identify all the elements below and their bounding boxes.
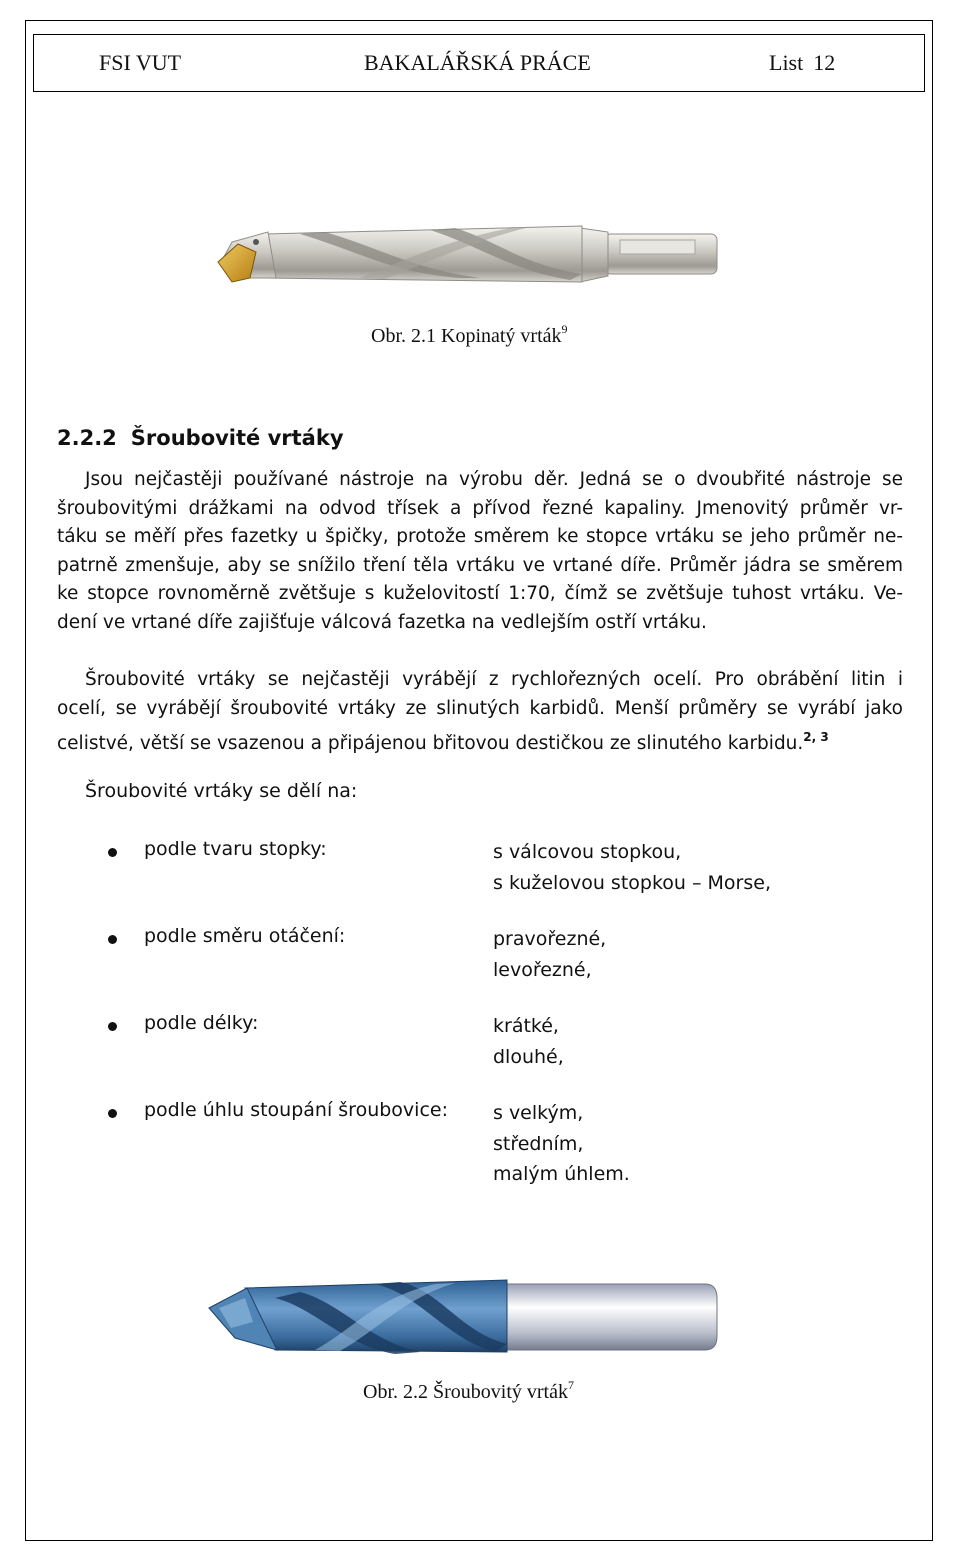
figure2-caption-text: Obr. 2.2 Šroubovitý vrták bbox=[363, 1381, 568, 1403]
classification-value: pravořezné, bbox=[493, 928, 607, 950]
paragraph-1 bbox=[57, 466, 903, 637]
classification-criterion: podle směru otáčení: bbox=[144, 925, 346, 947]
header-document-type: BAKALÁŘSKÁ PRÁCE bbox=[364, 50, 591, 75]
classification-value: levořezné, bbox=[493, 958, 592, 981]
bullet-icon bbox=[108, 1022, 117, 1031]
paragraph-line: šroubovitými drážkami na odvod třísek a přívod řezné kapaliny. Jmenovitý průměr vr- bbox=[57, 497, 903, 519]
page-header bbox=[33, 34, 925, 92]
classification-value: dlouhé, bbox=[493, 1045, 564, 1068]
paragraph-line: táku se měří přes fazetky u špičky, protože směrem ke stopce vrtáku se jeho průměr ne- bbox=[57, 526, 903, 547]
header-page-number: 12 bbox=[813, 50, 836, 75]
classification-values bbox=[493, 1012, 564, 1073]
section-title: Šroubovité vrtáky bbox=[130, 426, 344, 450]
figure2-caption bbox=[363, 1378, 574, 1404]
paragraph-line-last bbox=[57, 723, 903, 759]
classification-intro: Šroubovité vrtáky se dělí na: bbox=[85, 780, 358, 802]
classification-values bbox=[493, 925, 606, 986]
header-institution: FSI VUT bbox=[99, 50, 182, 75]
header-page bbox=[769, 50, 835, 76]
header-page-label: List bbox=[769, 50, 804, 75]
paragraph-line: patrně zmenšuje, aby se snížilo tření těla vrtáku ve vrtané díře. Průměr jádra se směrem bbox=[57, 554, 903, 576]
paragraph-line: Jsou nejčastěji používané nástroje na výrobu děr. Jedná se o dvoubřité nástroje se bbox=[85, 469, 903, 490]
bullet-icon bbox=[108, 848, 117, 857]
figure2-ref: 7 bbox=[568, 1378, 574, 1392]
bullet-icon bbox=[108, 1109, 117, 1118]
classification-value: s velkým, bbox=[493, 1102, 584, 1124]
classification-criterion: podle tvaru stopky: bbox=[144, 838, 327, 860]
classification-value: s válcovou stopkou, bbox=[493, 841, 682, 863]
classification-value: středním, bbox=[493, 1132, 584, 1155]
classification-values bbox=[493, 1099, 630, 1191]
section-heading bbox=[57, 426, 344, 450]
classification-value: krátké, bbox=[493, 1015, 559, 1037]
paragraph-2 bbox=[57, 666, 903, 759]
paragraph-line: dení ve vrtané díře zajišťuje válcová fazetka na vedlejším ostří vrtáku. bbox=[57, 611, 707, 633]
figure1-ref: 9 bbox=[561, 322, 568, 336]
paragraph-line-text: celistvé, větší se vsazenou a připájenou břitovou destičkou ze slinutého karbidu. bbox=[57, 733, 804, 754]
classification-value: s kuželovou stopkou – Morse, bbox=[493, 871, 771, 894]
bullet-icon bbox=[108, 935, 117, 944]
classification-criterion: podle délky: bbox=[144, 1012, 259, 1034]
classification-value: malým úhlem. bbox=[493, 1163, 630, 1185]
section-number: 2.2.2 bbox=[57, 426, 117, 450]
spade-drill-icon bbox=[210, 212, 730, 304]
classification-criterion: podle úhlu stoupání šroubovice: bbox=[144, 1099, 448, 1121]
twist-drill-icon bbox=[205, 1258, 725, 1368]
classification-values bbox=[493, 838, 771, 899]
paragraph-line: ke stopce rovnoměrně zvětšuje s kuželovitostí 1:70, čímž se zvětšuje tuhost vrtáku. Ve- bbox=[57, 583, 903, 604]
figure1-caption bbox=[371, 322, 568, 348]
paragraph-line: Šroubovité vrtáky se nejčastěji vyrábějí z rychlořezných ocelí. Pro obrábění litin i bbox=[85, 669, 903, 690]
paragraph2-ref: 2, 3 bbox=[803, 730, 829, 744]
paragraph-line: ocelí, se vyrábějí šroubovité vrtáky ze slinutých karbidů. Menší průměry se vyrábí jako bbox=[57, 697, 903, 719]
figure1-caption-text: Obr. 2.1 Kopinatý vrták bbox=[371, 325, 562, 347]
